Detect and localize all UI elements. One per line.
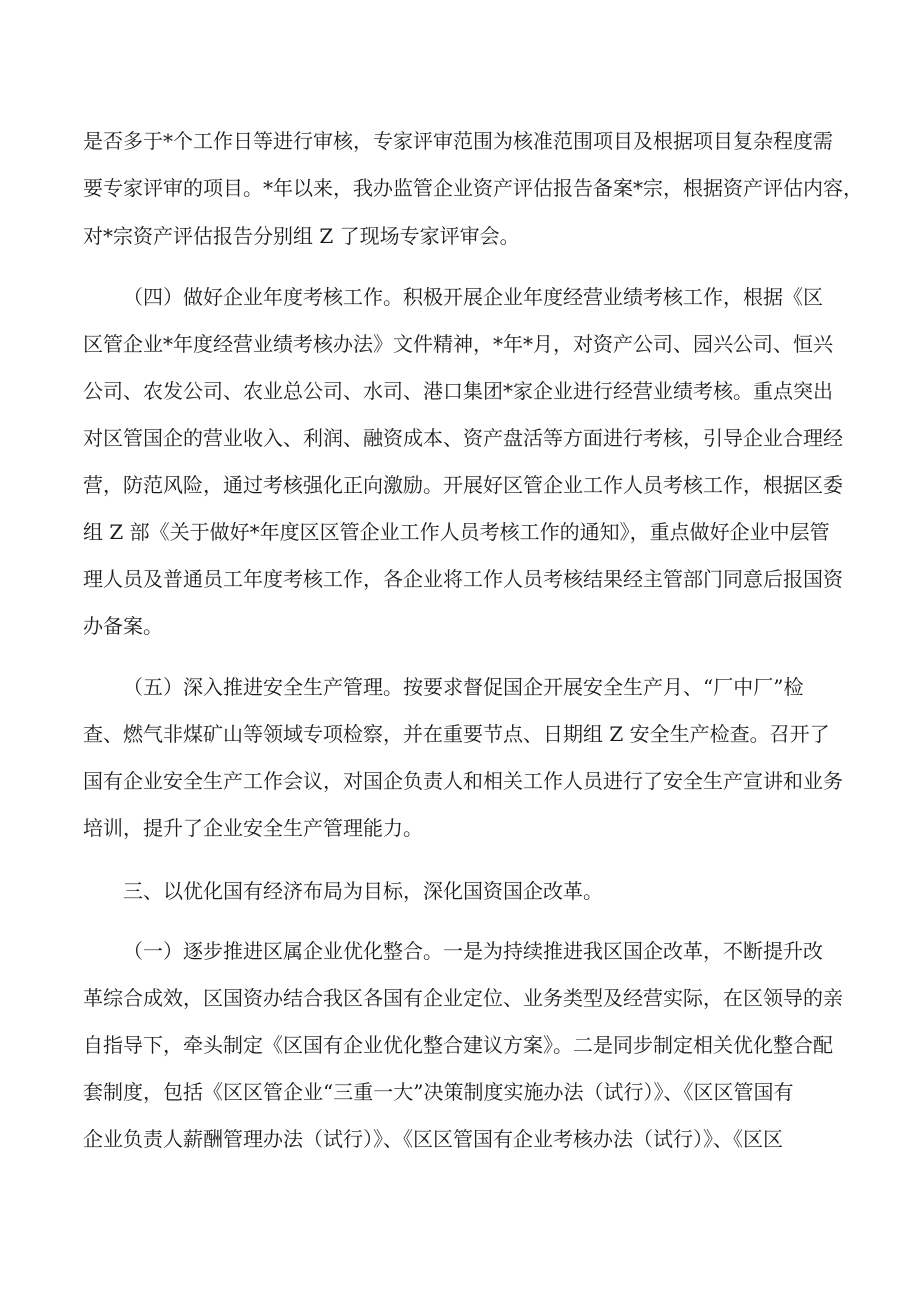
text-line: 办备案。 [83,614,163,638]
text-line: 对*宗资产评估报告分别组 Z 了现场专家评审会。 [83,224,520,248]
text-line: 公司、农发公司、农业总公司、水司、港口集团*家企业进行经营业绩考核。重点突出 [83,379,833,403]
text-line: 是否多于*个工作日等进行审核，专家评审范围为核准范围项目及根据项目复杂程度需 [83,129,833,153]
text-line: 区管企业*年度经营业绩考核办法》文件精神，*年*月，对资产公司、园兴公司、恒兴 [83,332,833,356]
text-line: 培训，提升了企业安全生产管理能力。 [83,816,423,840]
text-line: 要专家评审的项目。*年以来，我办监管企业资产评估报告备案*宗，根据资产评估内容， [83,176,863,200]
text-line: （四）做好企业年度考核工作。积极开展企业年度经营业绩考核工作，根据《区 [123,285,823,309]
text-line: 理人员及普通员工年度考核工作，各企业将工作人员考核结果经主管部门同意后报国资 [83,567,843,591]
text-line: 组 Z 部《关于做好*年度区区管企业工作人员考核工作的通知》，重点做好企业中层管 [83,520,830,544]
text-line: （一）逐步推进区属企业优化整合。一是为持续推进我区国企改革，不断提升改 [123,939,823,963]
text-line: 套制度，包括《区区管企业“三重一大”决策制度实施办法（试行）》、《区区管国有 [83,1080,794,1104]
section-heading: 三、以优化国有经济布局为目标，深化国资国企改革。 [123,879,603,903]
text-line: 查、燃气非煤矿山等领域专项检察，并在重要节点、日期组 Z 安全生产检查。召开了 [83,722,830,746]
text-line: 对区管国企的营业收入、利润、融资成本、资产盘活等方面进行考核，引导企业合理经 [83,426,843,450]
text-line: 自指导下，牵头制定《区国有企业优化整合建议方案》。二是同步制定相关优化整合配 [83,1033,833,1057]
text-line: 革综合成效，区国资办结合我区各国有企业定位、业务类型及经营实际，在区领导的亲 [83,986,843,1010]
text-line: 企业负责人薪酬管理办法（试行）》、《区区管国有企业考核办法（试行）》、《区区 [83,1127,783,1151]
text-line: （五）深入推进安全生产管理。按要求督促国企开展安全生产月、“厂中厂”检 [123,675,804,699]
text-line: 国有企业安全生产工作会议，对国企负责人和相关工作人员进行了安全生产宣讲和业务 [83,769,843,793]
text-line: 营，防范风险，通过考核强化正向激励。开展好区管企业工作人员考核工作，根据区委 [83,473,843,497]
